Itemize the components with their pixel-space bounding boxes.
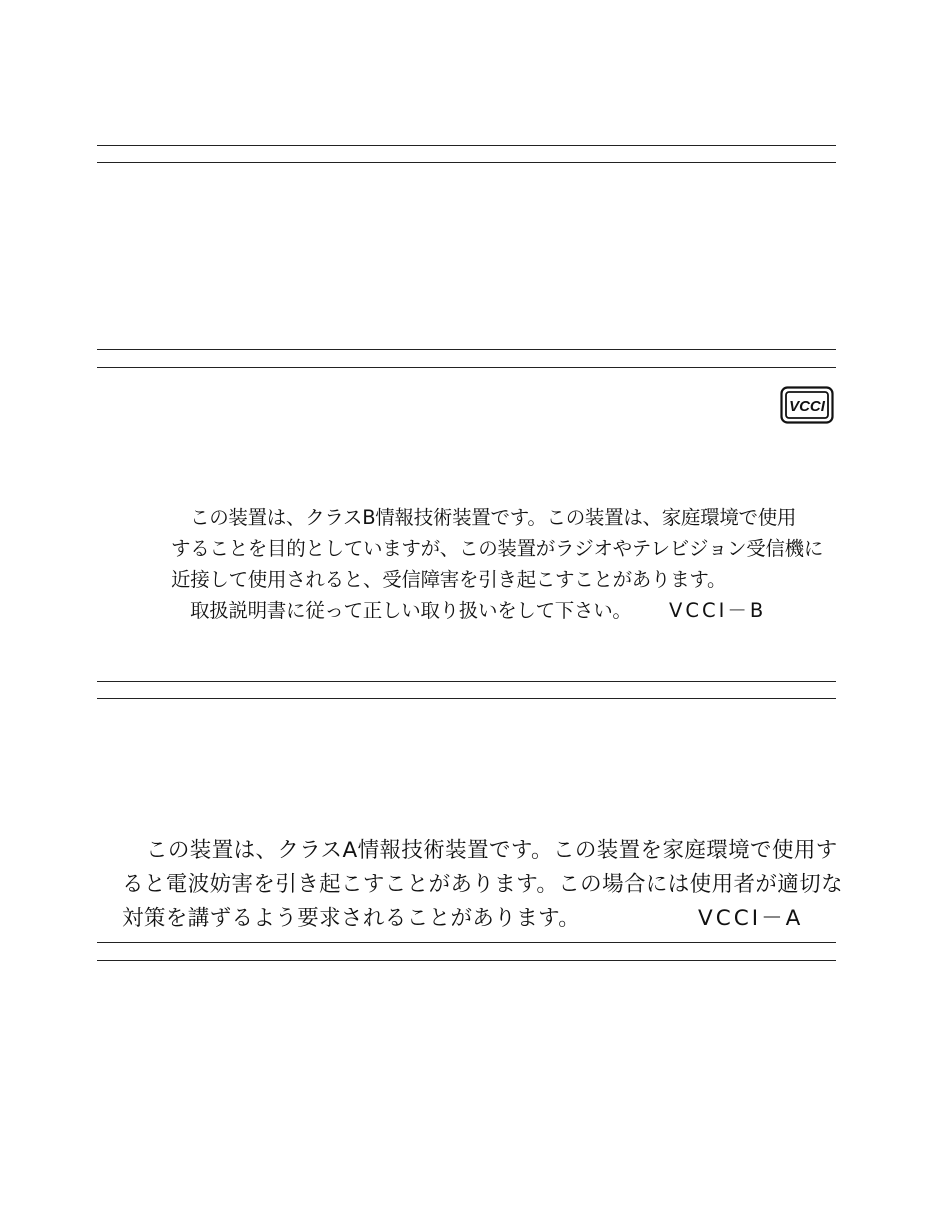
class-a-line-2: ると電波妨害を引き起こすことがあります。この場合には使用者が適切な — [122, 872, 843, 897]
class-b-line-4: 取扱説明書に従って正しい取り扱いをして下さい。 — [190, 599, 632, 622]
vcci-logo — [780, 386, 834, 424]
class-a-line-1: この装置は、クラスA情報技術装置です。この装置を家庭環境で使用す — [146, 838, 838, 863]
vcci-logo-text: VCCI — [789, 398, 825, 415]
vcci-class-a-statement — [122, 834, 843, 936]
top-rule-2 — [97, 162, 836, 163]
section-rule-1 — [97, 349, 836, 350]
class-b-line-2: することを目的としていますが、この装置がラジオやテレビジョン受信機に — [171, 537, 824, 560]
vcci-class-b-statement — [171, 502, 823, 626]
class-a-line-3-row — [122, 902, 843, 936]
top-rule-1 — [97, 145, 836, 146]
class-b-line-3: 近接して使用されると、受信障害を引き起こすことがあります。 — [171, 568, 727, 591]
class-b-line-1: この装置は、クラスB情報技術装置です。この装置は、家庭環境で使用 — [190, 506, 797, 529]
bottom-rule-1 — [97, 942, 836, 943]
section-rule-2 — [97, 367, 836, 368]
middle-rule-1 — [97, 681, 836, 682]
class-a-line-3: 対策を講ずるよう要求されることがあります。 — [122, 906, 581, 931]
middle-rule-2 — [97, 698, 836, 699]
bottom-rule-2 — [97, 960, 836, 961]
vcci-a-mark: VCCI－A — [698, 906, 804, 931]
class-b-line-4-row — [171, 595, 823, 626]
vcci-b-mark: VCCI－B — [669, 599, 767, 622]
